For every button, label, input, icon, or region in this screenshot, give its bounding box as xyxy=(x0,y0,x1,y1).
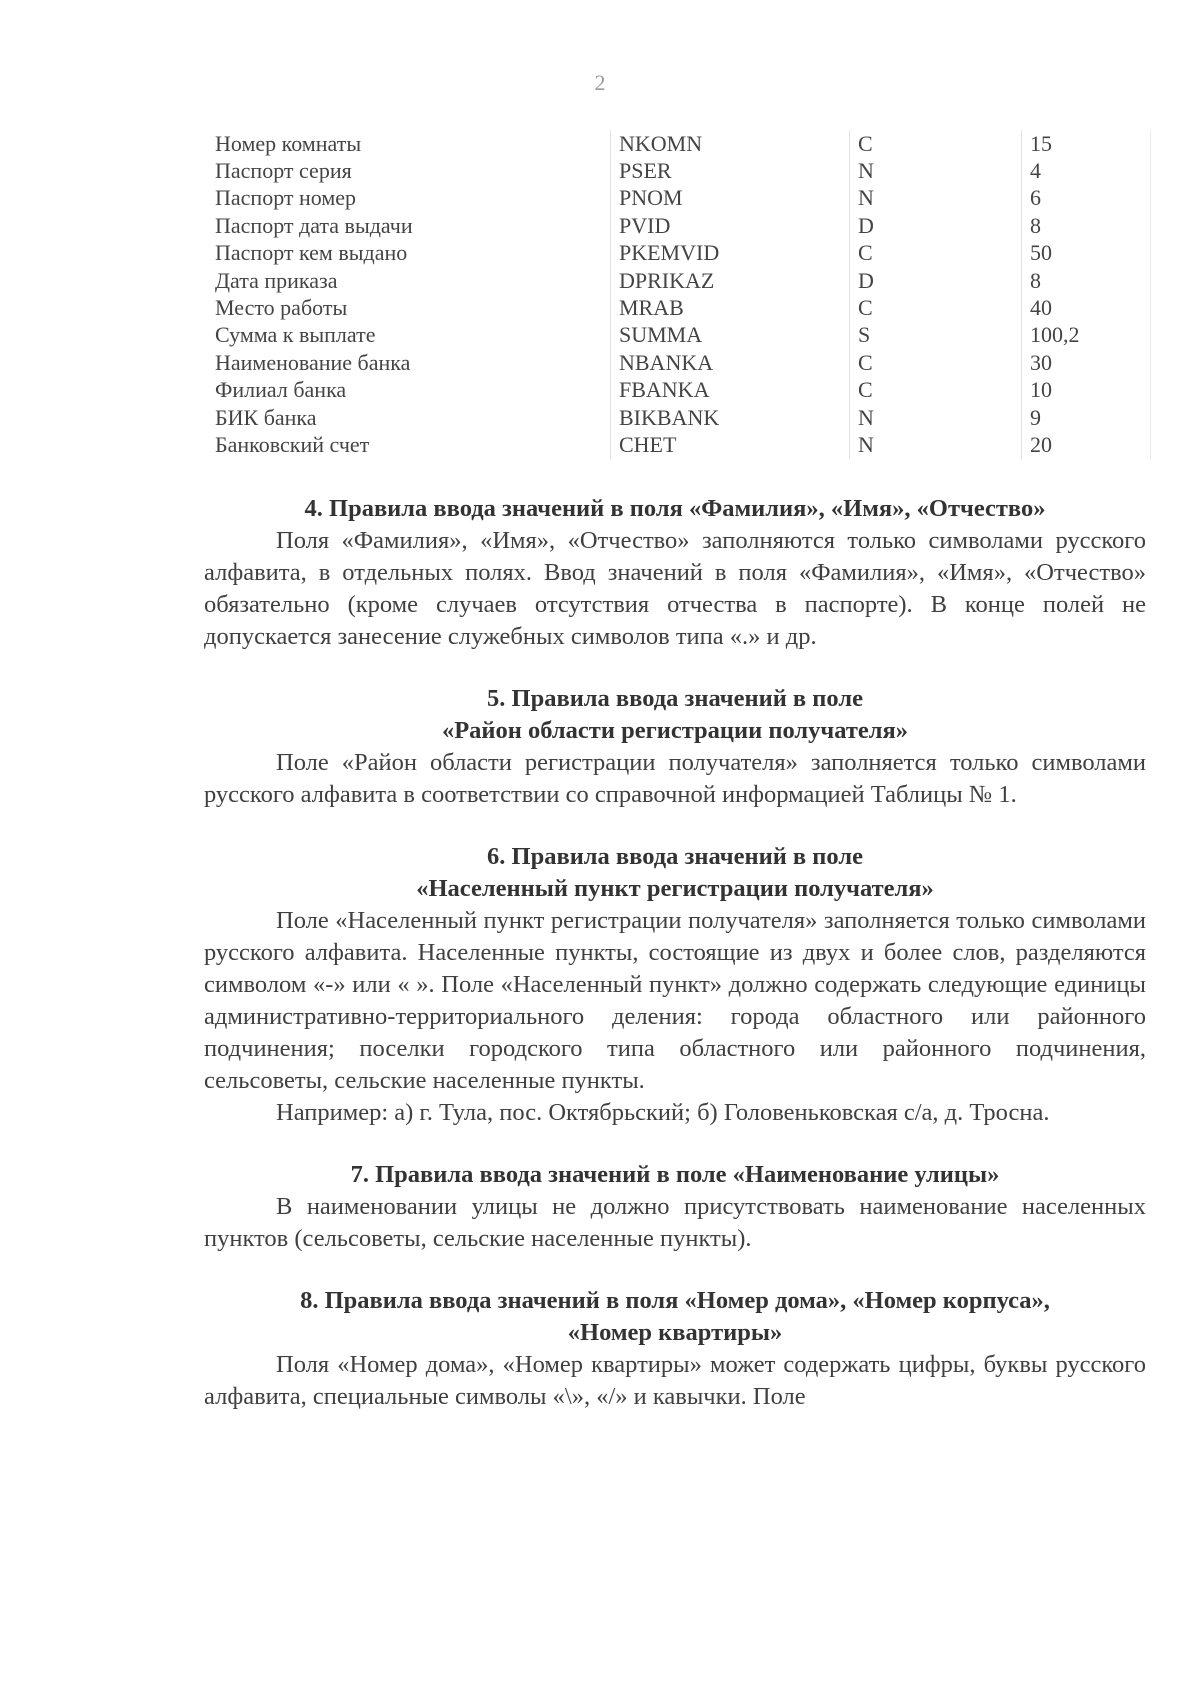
section-heading: 7. Правила ввода значений в поле «Наименование улицы» xyxy=(350,1161,1000,1188)
field-code: NBANKA xyxy=(611,349,850,376)
field-length: 9 xyxy=(1022,404,1151,431)
section xyxy=(204,1285,1146,1413)
field-label: Паспорт кем выдано xyxy=(215,240,408,266)
field-label: Паспорт дата выдачи xyxy=(215,212,413,238)
field-length: 20 xyxy=(1022,431,1151,458)
section xyxy=(204,1159,1146,1255)
field-label: БИК банка xyxy=(215,404,317,430)
field-label: Паспорт номер xyxy=(215,185,357,211)
field-length: 40 xyxy=(1022,294,1151,321)
field-length: 8 xyxy=(1022,267,1151,294)
section-heading: «Район области регистрации получателя» xyxy=(441,717,909,744)
section-heading: «Населенный пункт регистрации получателя» xyxy=(416,875,934,902)
field-type: N xyxy=(850,431,1022,458)
field-code: PSER xyxy=(611,157,850,184)
field-code: BIKBANK xyxy=(611,404,850,431)
section-heading: 6. Правила ввода значений в поле xyxy=(487,843,863,870)
field-code: PNOM xyxy=(611,185,850,212)
section xyxy=(204,493,1146,653)
field-code: SUMMA xyxy=(611,322,850,349)
table-row xyxy=(207,212,1151,239)
section-heading: 5. Правила ввода значений в поле xyxy=(487,685,863,712)
field-type: C xyxy=(850,349,1022,376)
field-type: N xyxy=(850,185,1022,212)
field-length: 100,2 xyxy=(1022,322,1151,349)
table-row xyxy=(207,185,1151,212)
field-type: C xyxy=(850,130,1022,157)
field-code: CHET xyxy=(611,431,850,458)
field-type: C xyxy=(850,240,1022,267)
field-label: Филиал банка xyxy=(215,377,347,403)
field-code: DPRIKAZ xyxy=(611,267,850,294)
page-number: 2 xyxy=(594,70,606,95)
field-type: C xyxy=(850,377,1022,404)
field-label: Сумма к выплате xyxy=(215,322,376,348)
field-label: Наименование банка xyxy=(215,349,411,375)
section-paragraph: Поля «Фамилия», «Имя», «Отчество» заполняются только символами русского алфавита, в отдельных полях. Ввод значений в поля «Фамилия», «Имя», «Отчество» обязательно (кроме случаев отсутствия отчества в паспорте). В конце полей не допускается занесение служебных символов типа «.» и др. xyxy=(204,527,1146,650)
field-length: 6 xyxy=(1022,185,1151,212)
field-label: Дата приказа xyxy=(215,267,338,293)
field-label: Номер комнаты xyxy=(215,130,362,156)
table-row xyxy=(207,240,1151,267)
field-type: N xyxy=(850,404,1022,431)
field-code: PKEMVID xyxy=(611,240,850,267)
field-type: D xyxy=(850,212,1022,239)
section xyxy=(204,841,1146,1129)
section-paragraph: Поле «Населенный пункт регистрации получателя» заполняется только символами русского алфавита. Населенные пункты, состоящие из двух и более слов, разделяются символом «-» или « ». Поле «Населенный пункт» должно содержать следующие единицы административно-территориального деления: города областного или районного подчинения; поселки городского типа областного или районного подчинения, сельсоветы, сельские населенные пункты. xyxy=(204,907,1146,1094)
table-row xyxy=(207,294,1151,321)
field-length: 4 xyxy=(1022,157,1151,184)
field-label: Банковский счет xyxy=(215,431,370,457)
section-paragraph: Например: а) г. Тула, пос. Октябрьский; б) Головеньковская с/а, д. Тросна. xyxy=(276,1099,1050,1126)
section-paragraph: В наименовании улицы не должно присутствовать наименование населенных пунктов (сельсоветы, сельские населенные пункты). xyxy=(204,1193,1146,1252)
fields-table xyxy=(207,130,1151,459)
field-length: 50 xyxy=(1022,240,1151,267)
field-length: 15 xyxy=(1022,130,1151,157)
section-paragraph: Поле «Район области регистрации получателя» заполняется только символами русского алфавита в соответствии со справочной информацией Таблицы № 1. xyxy=(204,749,1146,808)
field-label: Место работы xyxy=(215,295,348,321)
field-code: MRAB xyxy=(611,294,850,321)
section xyxy=(204,683,1146,811)
section-heading: 4. Правила ввода значений в поля «Фамилия», «Имя», «Отчество» xyxy=(304,495,1046,522)
section-heading: «Номер квартиры» xyxy=(567,1319,783,1346)
field-code: PVID xyxy=(611,212,850,239)
section-paragraph: Поля «Номер дома», «Номер квартиры» может содержать цифры, буквы русского алфавита, специальные символы «\», «/» и кавычки. Поле xyxy=(204,1351,1146,1410)
table-row xyxy=(207,377,1151,404)
field-type: C xyxy=(850,294,1022,321)
field-length: 10 xyxy=(1022,377,1151,404)
field-type: D xyxy=(850,267,1022,294)
table-row xyxy=(207,322,1151,349)
field-code: NKOMN xyxy=(611,130,850,157)
table-row xyxy=(207,404,1151,431)
field-label: Паспорт серия xyxy=(215,158,352,184)
document-body xyxy=(204,493,1146,1443)
table-row xyxy=(207,431,1151,458)
table-row xyxy=(207,130,1151,157)
field-length: 30 xyxy=(1022,349,1151,376)
table-row xyxy=(207,267,1151,294)
table-row xyxy=(207,157,1151,184)
section-heading: 8. Правила ввода значений в поля «Номер дома», «Номер корпуса», xyxy=(300,1287,1050,1314)
field-type: N xyxy=(850,157,1022,184)
field-type: S xyxy=(850,322,1022,349)
table-row xyxy=(207,349,1151,376)
field-code: FBANKA xyxy=(611,377,850,404)
field-length: 8 xyxy=(1022,212,1151,239)
